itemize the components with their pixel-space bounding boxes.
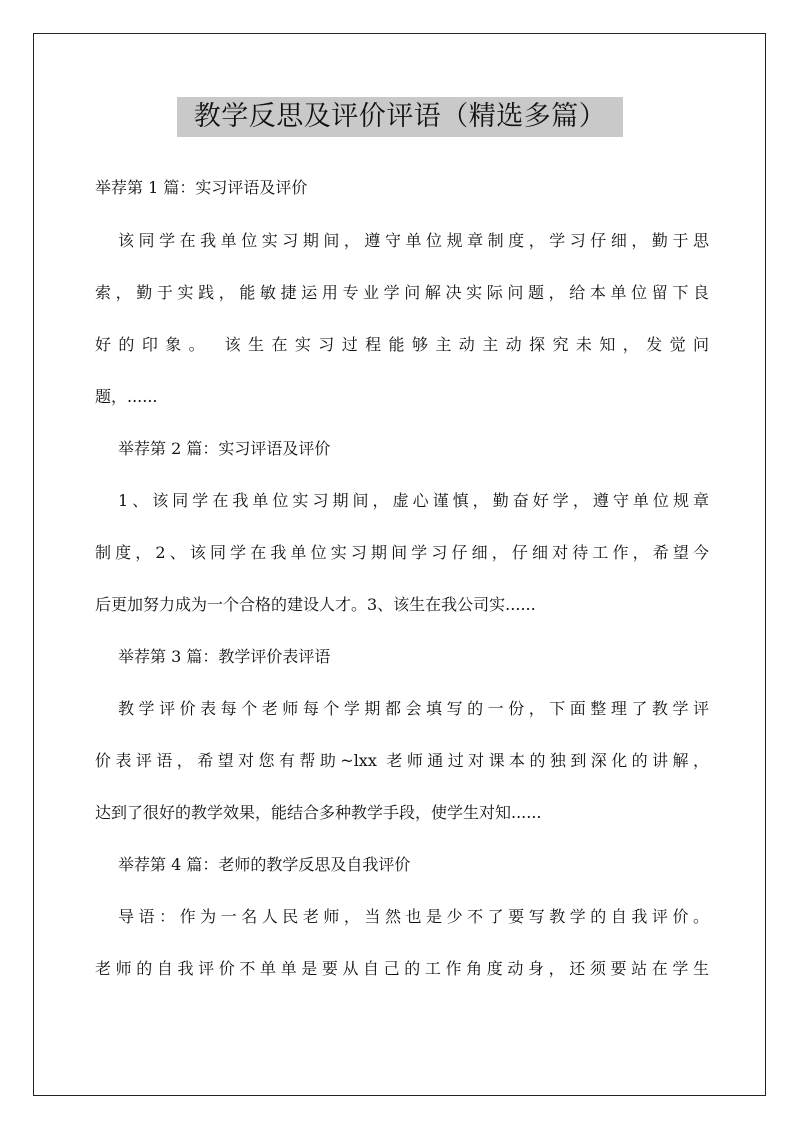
paragraph-line: 该同学在我单位实习期间，遵守单位规章制度，学习仔细，勤于思 <box>118 231 709 250</box>
paragraph-line: 老师的自我评价不单单是要从自己的工作角度动身，还须要站在学生 <box>95 959 709 978</box>
paragraph-line: 索，勤于实践，能敏捷运用专业学问解决实际问题，给本单位留下良 <box>95 283 709 302</box>
section-heading-4: 举荐第 4 篇：老师的教学反思及自我评价 <box>118 855 411 874</box>
paragraph-line: 题，...... <box>95 387 158 406</box>
paragraph-line: 教学评价表每个老师每个学期都会填写的一份，下面整理了教学评 <box>118 699 709 718</box>
paragraph-line: 制度，2、该同学在我单位实习期间学习仔细，仔细对待工作，希望今 <box>95 543 709 562</box>
paragraph-line: 1、该同学在我单位实习期间，虚心谨慎，勤奋好学，遵守单位规章 <box>118 491 709 510</box>
paragraph-line: 好的印象。 该生在实习过程能够主动主动探究未知，发觉问 <box>95 335 709 354</box>
document-title: 教学反思及评价评语（精选多篇） <box>177 97 623 137</box>
paragraph-line: 后更加努力成为一个合格的建设人才。3、该生在我公司实...... <box>95 595 536 614</box>
paragraph-line: 导语：作为一名人民老师，当然也是少不了要写教学的自我评价。 <box>118 907 709 926</box>
section-heading-1: 举荐第 1 篇：实习评语及评价 <box>95 178 308 197</box>
section-heading-2: 举荐第 2 篇：实习评语及评价 <box>118 439 331 458</box>
paragraph-line: 价表评语，希望对您有帮助~lxx 老师通过对课本的独到深化的讲解， <box>95 751 709 770</box>
section-heading-3: 举荐第 3 篇：教学评价表评语 <box>118 647 331 666</box>
paragraph-line: 达到了很好的教学效果，能结合多种教学手段，使学生对知...... <box>95 803 542 822</box>
